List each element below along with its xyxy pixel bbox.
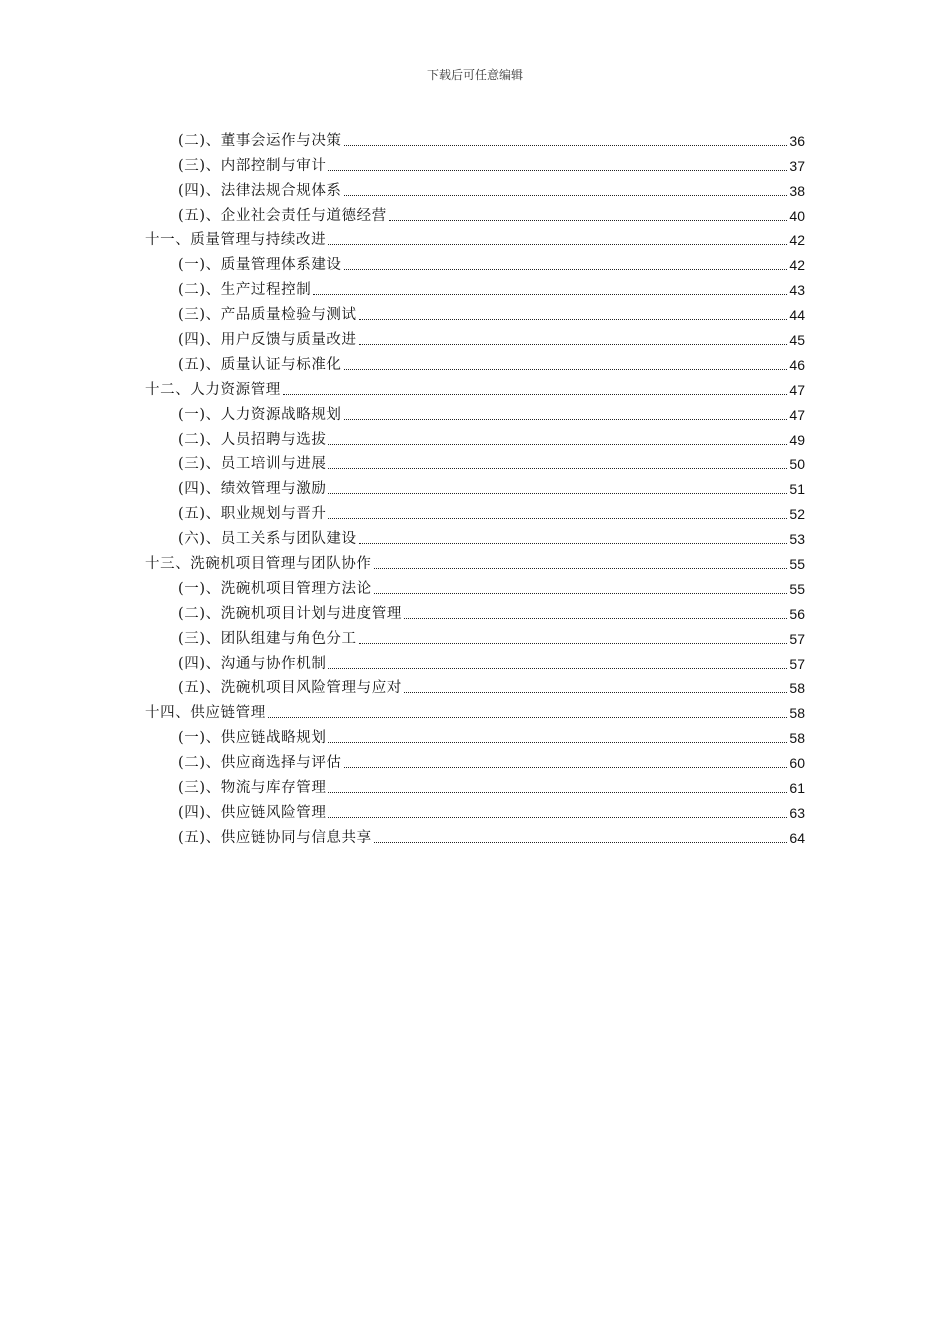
toc-dot-leader (328, 492, 787, 494)
toc-section-entry[interactable] (0, 126, 950, 151)
toc-entry-line (178, 305, 805, 325)
toc-dot-leader (344, 268, 788, 270)
toc-chapter-entry[interactable] (0, 226, 950, 251)
toc-dot-leader (404, 617, 788, 619)
toc-page-number: 60 (789, 755, 805, 772)
toc-page-number: 38 (789, 182, 805, 199)
toc-page-number: 47 (789, 381, 805, 398)
toc-entry-line (178, 803, 805, 823)
toc-page-number: 51 (789, 481, 805, 498)
toc-page-number: 64 (789, 829, 805, 846)
toc-entry-line (178, 604, 805, 624)
toc-entry-line (178, 181, 805, 201)
toc-entry-title: (二)、董事会运作与决策 (178, 132, 342, 149)
toc-dot-leader (359, 318, 788, 320)
toc-section-entry[interactable] (0, 574, 950, 599)
toc-entry-title: (一)、人力资源战略规划 (178, 406, 342, 423)
toc-entry-line (178, 654, 805, 674)
toc-dot-leader (359, 343, 788, 345)
toc-page-number: 63 (789, 804, 805, 821)
toc-dot-leader (328, 517, 787, 519)
toc-dot-leader (404, 691, 788, 693)
toc-dot-leader (328, 443, 787, 445)
toc-entry-title: (一)、质量管理体系建设 (178, 257, 342, 274)
toc-section-entry[interactable] (0, 275, 950, 300)
toc-entry-line (178, 405, 805, 425)
toc-chapter-entry[interactable] (0, 375, 950, 400)
toc-dot-leader (328, 816, 787, 818)
toc-entry-title: (五)、企业社会责任与道德经营 (178, 207, 387, 224)
toc-entry-title: (五)、职业规划与晋升 (178, 506, 327, 523)
toc-entry-line (178, 355, 805, 375)
toc-entry-title: (三)、物流与库存管理 (178, 780, 327, 797)
toc-entry-line (178, 131, 805, 151)
toc-entry-title: (二)、生产过程控制 (178, 282, 312, 299)
toc-entry-title: (二)、人员招聘与选拔 (178, 431, 327, 448)
toc-entry-title: (四)、用户反馈与质量改进 (178, 332, 357, 349)
toc-entry-line (178, 255, 805, 275)
toc-entry-line (145, 554, 805, 574)
toc-dot-leader (374, 592, 788, 594)
toc-section-entry[interactable] (0, 450, 950, 475)
table-of-contents (0, 126, 950, 848)
toc-entry-line (178, 579, 805, 599)
toc-dot-leader (313, 293, 787, 295)
toc-section-entry[interactable] (0, 400, 950, 425)
toc-entry-title: (四)、绩效管理与激励 (178, 481, 327, 498)
toc-section-entry[interactable] (0, 250, 950, 275)
toc-entry-title: (三)、员工培训与进展 (178, 456, 327, 473)
toc-entry-line (178, 330, 805, 350)
toc-entry-line (178, 529, 805, 549)
toc-entry-line (178, 778, 805, 798)
toc-entry-title: (二)、洗碗机项目计划与进度管理 (178, 605, 402, 622)
toc-entry-line (145, 703, 805, 723)
toc-entry-line (178, 753, 805, 773)
toc-dot-leader (328, 169, 787, 171)
toc-dot-leader (389, 219, 788, 221)
toc-entry-title: (四)、供应链风险管理 (178, 804, 327, 821)
toc-page-number: 44 (789, 307, 805, 324)
toc-section-entry[interactable] (0, 748, 950, 773)
toc-dot-leader (359, 642, 788, 644)
toc-entry-line (178, 828, 805, 848)
toc-dot-leader (328, 467, 787, 469)
toc-page-number: 53 (789, 531, 805, 548)
toc-section-entry[interactable] (0, 823, 950, 848)
toc-page-number: 36 (789, 132, 805, 149)
toc-dot-leader (328, 741, 787, 743)
toc-page-number: 49 (789, 431, 805, 448)
toc-page-number: 57 (789, 655, 805, 672)
toc-dot-leader (328, 243, 787, 245)
toc-section-entry[interactable] (0, 499, 950, 524)
toc-section-entry[interactable] (0, 773, 950, 798)
toc-section-entry[interactable] (0, 524, 950, 549)
toc-entry-title: 十四、供应链管理 (145, 705, 266, 722)
toc-dot-leader (374, 841, 788, 843)
toc-entry-title: (三)、团队组建与角色分工 (178, 630, 357, 647)
toc-dot-leader (328, 667, 787, 669)
toc-entry-title: (五)、供应链协同与信息共享 (178, 829, 372, 846)
toc-entry-line (178, 280, 805, 300)
toc-entry-title: (四)、沟通与协作机制 (178, 655, 327, 672)
toc-page-number: 58 (789, 680, 805, 697)
toc-page-number: 37 (789, 157, 805, 174)
toc-entry-title: 十二、人力资源管理 (145, 381, 281, 398)
toc-entry-line (178, 678, 805, 698)
toc-entry-line (178, 629, 805, 649)
toc-dot-leader (344, 368, 788, 370)
toc-section-entry[interactable] (0, 624, 950, 649)
toc-page-number: 55 (789, 556, 805, 573)
toc-section-entry[interactable] (0, 350, 950, 375)
toc-page-number: 40 (789, 207, 805, 224)
page-header: 下载后可任意编辑 (426, 68, 523, 82)
toc-entry-line (178, 504, 805, 524)
toc-section-entry[interactable] (0, 325, 950, 350)
toc-page-number: 56 (789, 605, 805, 622)
toc-section-entry[interactable] (0, 649, 950, 674)
toc-entry-line (178, 479, 805, 499)
toc-section-entry[interactable] (0, 176, 950, 201)
toc-entry-title: 十一、质量管理与持续改进 (145, 232, 327, 249)
toc-page-number: 58 (789, 705, 805, 722)
toc-entry-line (145, 230, 805, 250)
toc-entry-title: (五)、质量认证与标准化 (178, 356, 342, 373)
toc-entry-title: (四)、法律法规合规体系 (178, 182, 342, 199)
toc-page-number: 43 (789, 282, 805, 299)
toc-page-number: 58 (789, 730, 805, 747)
toc-page-number: 47 (789, 406, 805, 423)
toc-dot-leader (344, 766, 788, 768)
toc-entry-line (178, 430, 805, 450)
toc-dot-leader (359, 542, 788, 544)
toc-section-entry[interactable] (0, 474, 950, 499)
toc-page-number: 42 (789, 257, 805, 274)
toc-section-entry[interactable] (0, 798, 950, 823)
toc-section-entry[interactable] (0, 300, 950, 325)
toc-entry-line (178, 156, 805, 176)
toc-entry-line (178, 454, 805, 474)
toc-dot-leader (344, 144, 788, 146)
toc-dot-leader (328, 791, 787, 793)
toc-page-number: 50 (789, 456, 805, 473)
toc-dot-leader (344, 194, 788, 196)
toc-dot-leader (283, 393, 788, 395)
toc-entry-title: (五)、洗碗机项目风险管理与应对 (178, 680, 402, 697)
toc-section-entry[interactable] (0, 599, 950, 624)
toc-section-entry[interactable] (0, 425, 950, 450)
toc-chapter-entry[interactable] (0, 698, 950, 723)
toc-entry-title: (六)、员工关系与团队建设 (178, 531, 357, 548)
toc-page-number: 57 (789, 630, 805, 647)
toc-entry-line (178, 728, 805, 748)
toc-entry-line (145, 380, 805, 400)
toc-section-entry[interactable] (0, 151, 950, 176)
toc-section-entry[interactable] (0, 723, 950, 748)
toc-page-number: 55 (789, 580, 805, 597)
toc-page-number: 46 (789, 356, 805, 373)
toc-section-entry[interactable] (0, 674, 950, 699)
toc-chapter-entry[interactable] (0, 549, 950, 574)
toc-page-number: 42 (789, 232, 805, 249)
toc-entry-title: (一)、供应链战略规划 (178, 730, 327, 747)
toc-entry-title: (一)、洗碗机项目管理方法论 (178, 580, 372, 597)
toc-dot-leader (374, 567, 788, 569)
toc-page-number: 61 (789, 780, 805, 797)
toc-page-number: 52 (789, 506, 805, 523)
toc-entry-title: 十三、洗碗机项目管理与团队协作 (145, 556, 372, 573)
toc-dot-leader (344, 418, 788, 420)
toc-section-entry[interactable] (0, 201, 950, 226)
toc-entry-line (178, 206, 805, 226)
toc-entry-title: (三)、内部控制与审计 (178, 157, 327, 174)
toc-entry-title: (三)、产品质量检验与测试 (178, 307, 357, 324)
toc-page-number: 45 (789, 332, 805, 349)
toc-dot-leader (268, 716, 788, 718)
toc-entry-title: (二)、供应商选择与评估 (178, 755, 342, 772)
